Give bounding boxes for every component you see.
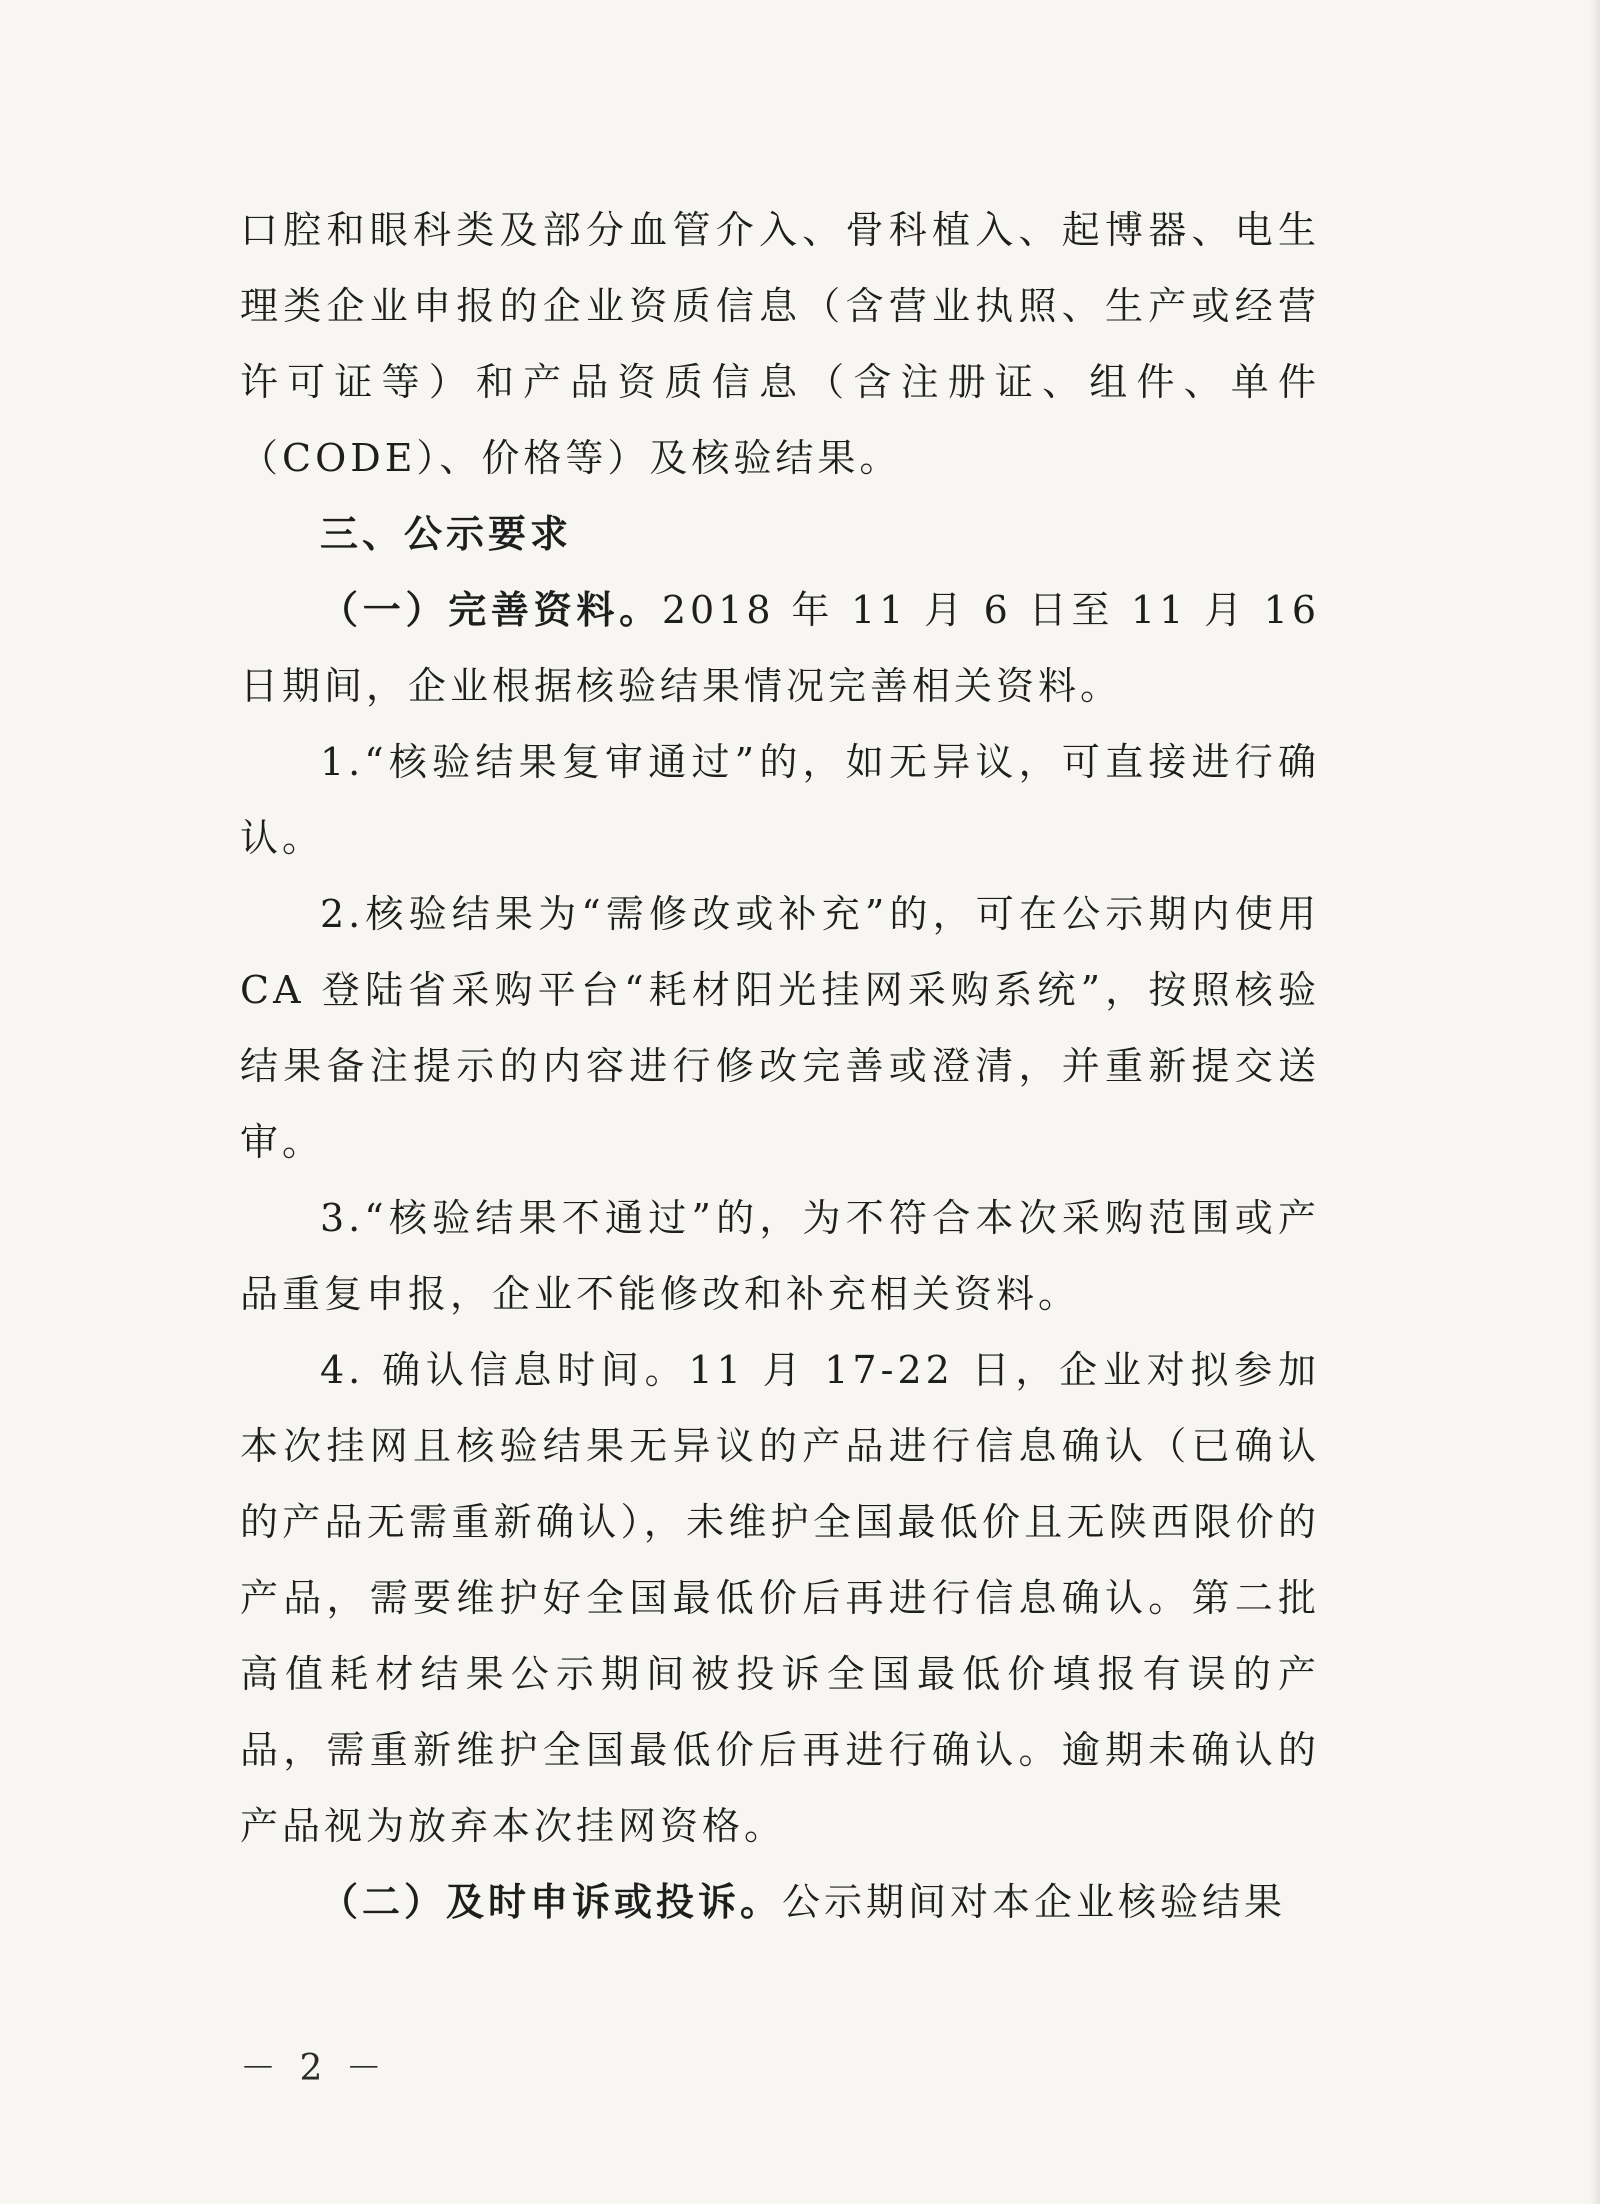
paragraph-text: 口腔和眼科类及部分血管介入、骨科植入、起博器、电生理类企业申报的企业资质信息（含营业执照、生产或经营许可证等）和产品资质信息（含注册证、组件、单件（CODE）、价格等）及核验结果。 <box>240 208 1320 480</box>
subsection-lead: （二）及时申诉或投诉。 <box>320 1879 783 1924</box>
subsection-lead: （一）完善资料。 <box>320 587 662 632</box>
subsection-paragraph <box>240 1864 1320 1940</box>
section-heading <box>240 496 1320 572</box>
list-item-paragraph <box>240 724 1320 876</box>
section-heading-text: 三、公示要求 <box>320 512 573 556</box>
paragraph-text: 4. 确认信息时间。11 月 17-22 日，企业对拟参加本次挂网且核验结果无异议的产品进行信息确认（已确认的产品无需重新确认），未维护全国最低价且无陕西限价的产品，需要维护好全国最低价后再进行信息确认。第二批高值耗材结果公示期间被投诉全国最低价填报有误的产品，需重新维护全国最低价后再进行确认。逾期未确认的产品视为放弃本次挂网资格。 <box>240 1348 1320 1848</box>
page-edge-shadow <box>1590 0 1600 2204</box>
page-number: － 2 － <box>240 2048 388 2089</box>
list-item-paragraph <box>240 1180 1320 1332</box>
paragraph-text: 1.“核验结果复审通过”的，如无异议，可直接进行确认。 <box>240 740 1320 860</box>
document-body <box>240 192 1320 1940</box>
paragraph-text: 2.核验结果为“需修改或补充”的，可在公示期内使用 CA 登陆省采购平台“耗材阳光挂网采购系统”，按照核验结果备注提示的内容进行修改完善或澄清，并重新提交送审。 <box>240 892 1320 1164</box>
paragraph-text: 2018 年 11 月 6 日至 11 月 16 日期间，企业根据核验结果情况完善相关资料。 <box>240 588 1320 708</box>
subsection-paragraph <box>240 572 1320 724</box>
list-item-paragraph <box>240 876 1320 1180</box>
paragraph-text: 公示期间对本企业核验结果 <box>782 1880 1287 1924</box>
list-item-paragraph <box>240 1332 1320 1864</box>
paragraph-continuation <box>240 192 1320 496</box>
paragraph-text: 3.“核验结果不通过”的，为不符合本次采购范围或产品重复申报，企业不能修改和补充相关资料。 <box>240 1196 1320 1316</box>
